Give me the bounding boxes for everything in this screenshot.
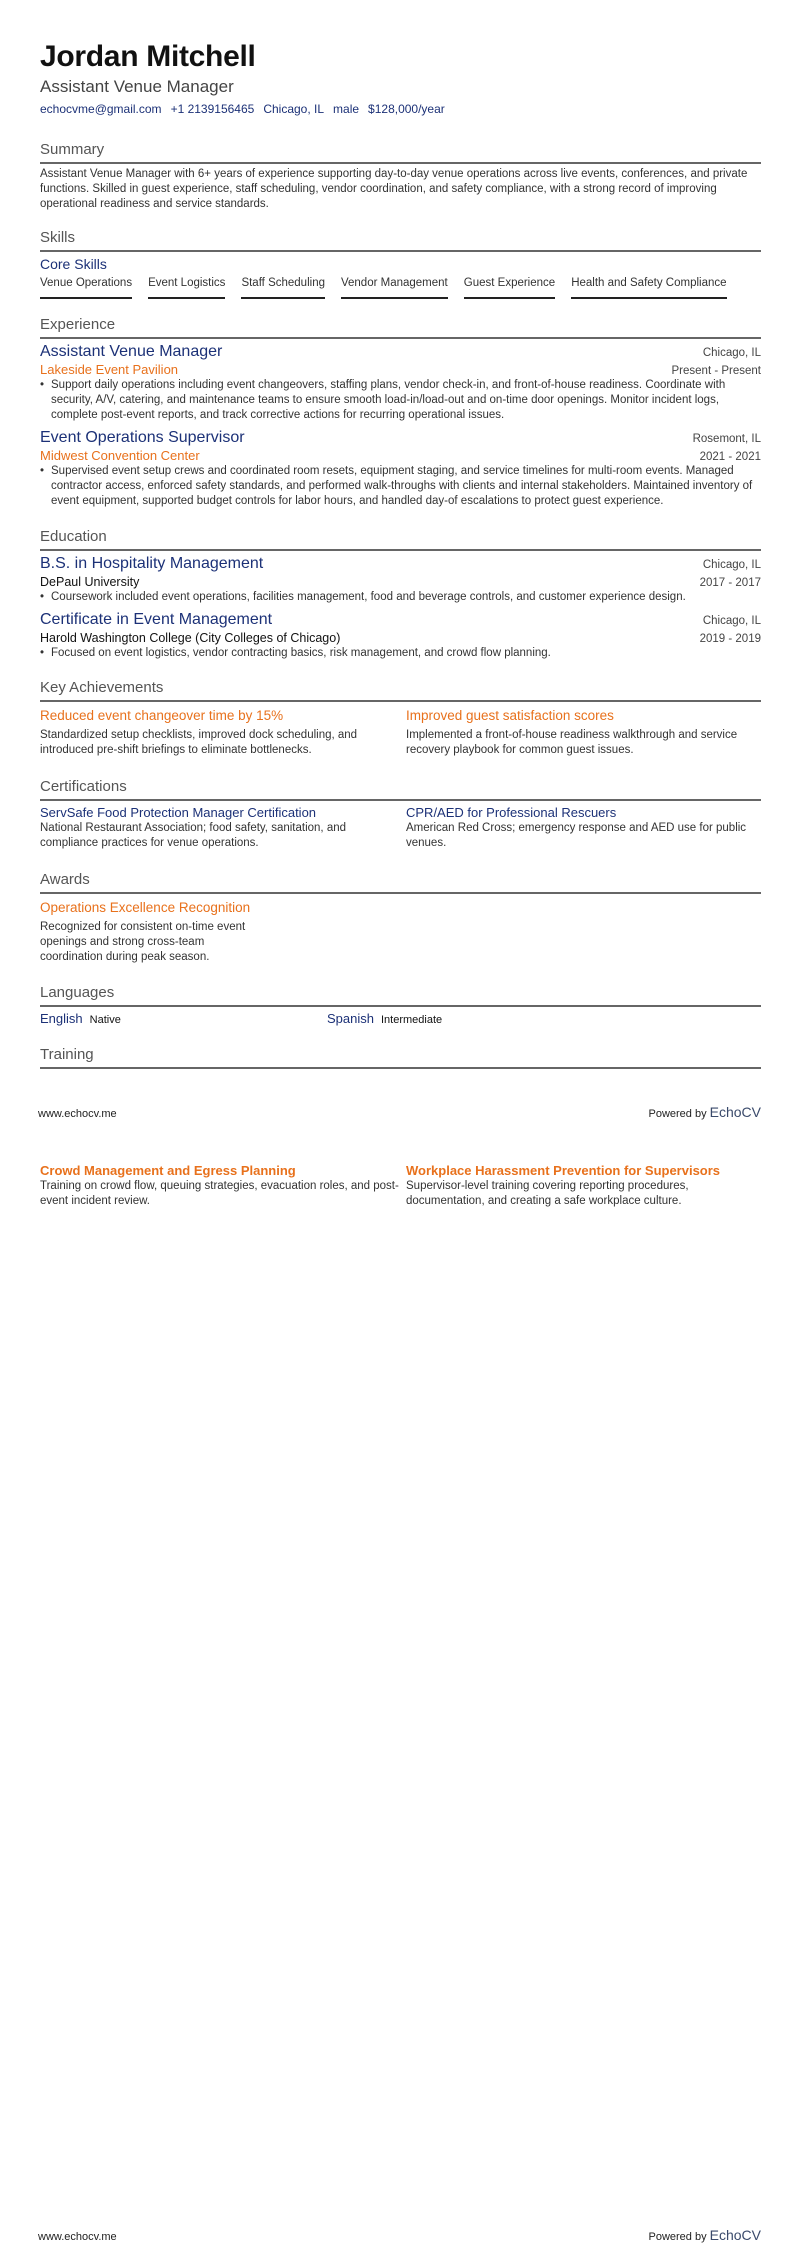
company: Lakeside Event Pavilion	[40, 362, 179, 377]
salary: $128,000/year	[368, 102, 445, 116]
education-heading: Education	[40, 528, 761, 551]
achievement-title: Improved guest satisfaction scores	[406, 708, 614, 723]
contact-line	[40, 101, 761, 117]
training-text: Training on crowd flow, queuing strategies, evacuation roles, and post-event incident review.	[40, 1180, 399, 1207]
job-title: Event Operations Supervisor	[40, 429, 245, 446]
footer-site-link[interactable]: www.echocv.me	[38, 2231, 117, 2243]
job-entry	[40, 342, 761, 423]
skill-item: Guest Experience	[464, 276, 555, 299]
job-bullet: • Supervised event setup crews and coordinated room resets, equipment staging, and service timelines for multi-room events. Managed contractor access, enforced safety standards, and performed walk-throughs with clients and internal stakeholders. Maintained inventory of event equipment, supported budget controls for labor hours, and handled day-of escalations to protect guest experience.	[40, 464, 761, 509]
skill-item: Health and Safety Compliance	[571, 276, 726, 299]
certifications-heading: Certifications	[40, 778, 761, 801]
school: DePaul University	[40, 575, 140, 589]
job-location: Rosemont, IL	[692, 433, 761, 445]
achievement-text: Standardized setup checklists, improved dock scheduling, and introduced pre-shift briefings to eliminate bottlenecks.	[40, 729, 358, 756]
language-level: Native	[89, 1014, 121, 1026]
achievements-heading: Key Achievements	[40, 679, 761, 702]
skills-group-title: Core Skills	[40, 256, 107, 272]
skill-item: Staff Scheduling	[241, 276, 325, 299]
experience-heading: Experience	[40, 316, 761, 339]
edu-bullet: • Coursework included event operations, facilities management, food and beverage controls, and customer experience design.	[40, 590, 761, 605]
powered-by	[648, 2227, 761, 2243]
job-location: Chicago, IL	[702, 347, 761, 359]
powered-by-label: Powered by	[648, 1108, 707, 1120]
training-grid	[40, 1163, 761, 1209]
certifications-grid	[40, 805, 761, 851]
languages-list	[40, 1011, 761, 1026]
page-2	[0, 1123, 794, 2246]
training-title: Crowd Management and Egress Planning	[40, 1163, 296, 1178]
languages-heading: Languages	[40, 984, 761, 1007]
training-item	[406, 1163, 761, 1209]
award-item	[40, 899, 260, 965]
summary-text: Assistant Venue Manager with 6+ years of experience supporting day-to-day venue operations across live events, conferences, and private functions. Skilled in guest experience, staff scheduling, vendor coordination, and safety compliance, with a strong record of improving operational readiness and service standards.	[40, 168, 748, 210]
awards-heading: Awards	[40, 871, 761, 894]
brand-logo: EchoCV	[709, 2227, 761, 2243]
edu-bullet: • Focused on event logistics, vendor contracting basics, risk management, and crowd flow planning.	[40, 646, 761, 661]
edu-dates: 2019 - 2019	[699, 633, 761, 645]
language-name: English	[40, 1011, 83, 1026]
summary-heading: Summary	[40, 141, 761, 164]
phone[interactable]: +1 2139156465	[170, 102, 255, 116]
education-entry	[40, 554, 761, 605]
candidate-title: Assistant Venue Manager	[40, 77, 234, 96]
candidate-name: Jordan Mitchell	[40, 40, 256, 73]
certification-text: American Red Cross; emergency response and AED use for public venues.	[406, 822, 747, 849]
achievements-grid	[40, 707, 761, 758]
training-title: Workplace Harassment Prevention for Supervisors	[406, 1163, 721, 1178]
awards-grid	[40, 899, 761, 965]
certification-item	[40, 805, 406, 851]
achievement-text: Implemented a front-of-house readiness walkthrough and service recovery playbook for common guest issues.	[406, 729, 738, 756]
skills-list	[40, 276, 761, 299]
degree: Certificate in Event Management	[40, 611, 273, 628]
brand-logo: EchoCV	[709, 1104, 761, 1120]
training-text: Supervisor-level training covering reporting procedures, documentation, and creating a safe workplace culture.	[406, 1180, 689, 1207]
skill-item: Vendor Management	[341, 276, 448, 299]
school: Harold Washington College (City Colleges of Chicago)	[40, 631, 341, 645]
language-item	[327, 1011, 614, 1026]
company: Midwest Convention Center	[40, 448, 200, 463]
gender: male	[333, 102, 360, 116]
skills-heading: Skills	[40, 229, 761, 252]
job-entry	[40, 428, 761, 509]
language-item	[40, 1011, 327, 1026]
certification-title: ServSafe Food Protection Manager Certification	[40, 805, 317, 820]
skill-item: Event Logistics	[148, 276, 225, 299]
achievement-item	[406, 707, 761, 758]
footer-site-link[interactable]: www.echocv.me	[38, 1108, 117, 1120]
powered-by-label: Powered by	[648, 2231, 707, 2243]
training-item	[40, 1163, 406, 1209]
job-dates: 2021 - 2021	[699, 451, 761, 463]
edu-location: Chicago, IL	[702, 559, 761, 571]
certification-text: National Restaurant Association; food safety, sanitation, and compliance practices for venue operations.	[40, 822, 347, 849]
page-footer	[38, 1104, 761, 1120]
certification-item	[406, 805, 761, 851]
education-entry	[40, 610, 761, 661]
edu-dates: 2017 - 2017	[699, 577, 761, 589]
location: Chicago, IL	[263, 102, 325, 116]
degree: B.S. in Hospitality Management	[40, 555, 264, 572]
award-text: Recognized for consistent on-time event openings and strong cross-team coordination during peak season.	[40, 921, 246, 963]
achievement-title: Reduced event changeover time by 15%	[40, 708, 284, 723]
training-heading: Training	[40, 1046, 761, 1069]
page-footer	[38, 2227, 761, 2243]
skill-item: Venue Operations	[40, 276, 132, 299]
award-title: Operations Excellence Recognition	[40, 900, 251, 915]
job-dates: Present - Present	[671, 365, 761, 377]
language-level: Intermediate	[380, 1014, 443, 1026]
achievement-item	[40, 707, 406, 758]
job-title: Assistant Venue Manager	[40, 343, 223, 360]
job-bullet: • Support daily operations including event changeovers, staffing plans, vendor check-in, and front-of-house readiness. Coordinate with security, A/V, catering, and maintenance teams to ensure smooth load-in/load-out and on-time door openings. Monitor incident logs, complete post-event reports, and track corrective actions for recurring operational issues.	[40, 378, 761, 423]
email[interactable]: echocvme@gmail.com	[40, 102, 162, 116]
edu-location: Chicago, IL	[702, 615, 761, 627]
certification-title: CPR/AED for Professional Rescuers	[406, 805, 617, 820]
language-name: Spanish	[327, 1011, 374, 1026]
powered-by	[648, 1104, 761, 1120]
